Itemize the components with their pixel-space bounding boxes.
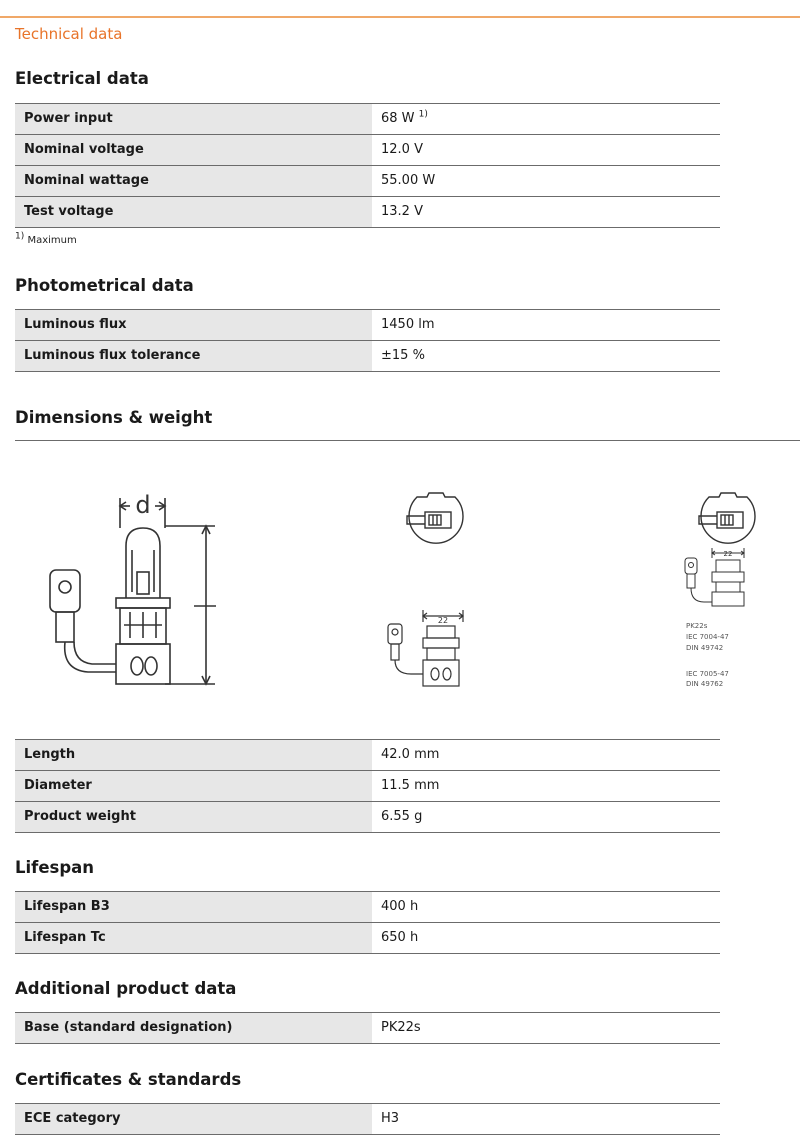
- electrical-data-table: [15, 103, 720, 228]
- footnote-mark: 1): [15, 231, 25, 242]
- spec-label: Test voltage: [15, 197, 372, 227]
- spec-label: Luminous flux: [15, 310, 372, 340]
- spec-value: 11.5 mm: [381, 778, 440, 793]
- table-row: [15, 740, 720, 771]
- table-row: [15, 341, 720, 372]
- page-title: Technical data: [15, 25, 123, 43]
- spec-value: 6.55 g: [381, 809, 423, 824]
- standard-text: DIN 49742: [686, 644, 724, 652]
- table-row: [15, 104, 720, 135]
- table-row: [15, 135, 720, 166]
- table-row: [15, 923, 720, 954]
- section-title-photometrical: Photometrical data: [15, 276, 194, 295]
- spec-value: 42.0 mm: [381, 747, 440, 762]
- base-top-view-drawing: [405, 490, 469, 550]
- spec-label: Length: [15, 740, 372, 770]
- section-title-electrical: Electrical data: [15, 69, 149, 88]
- spec-label: Luminous flux tolerance: [15, 341, 372, 371]
- diameter-symbol: d: [135, 491, 151, 519]
- table-row: [15, 892, 720, 923]
- base-standards-text: [684, 622, 764, 692]
- table-row: [15, 166, 720, 197]
- photometrical-data-table: [15, 309, 720, 372]
- base-top-view-drawing-small: [697, 490, 761, 550]
- standard-text: DIN 49762: [686, 680, 724, 688]
- standard-text: IEC 7004-47: [686, 633, 729, 641]
- spec-label: Product weight: [15, 802, 372, 832]
- spec-value: 1450 lm: [381, 317, 435, 332]
- spec-label: Power input: [15, 104, 372, 134]
- certificates-data-table: [15, 1103, 720, 1135]
- table-row: [15, 310, 720, 341]
- section-title-dimensions: Dimensions & weight: [15, 408, 213, 427]
- spec-value: 55.00 W: [381, 173, 436, 188]
- standard-text: PK22s: [686, 622, 708, 630]
- section-title-certificates: Certificates & standards: [15, 1070, 242, 1089]
- footnote: [15, 231, 77, 246]
- table-row: [15, 802, 720, 833]
- dimensions-data-table: [15, 739, 720, 833]
- table-row: [15, 1104, 720, 1135]
- section-title-additional: Additional product data: [15, 979, 237, 998]
- lifespan-data-table: [15, 891, 720, 954]
- spec-value: 12.0 V: [381, 142, 423, 157]
- standard-text: IEC 7005-47: [686, 670, 729, 678]
- base-side-view-drawing-small: [682, 546, 762, 612]
- power-input-value: 68 W: [381, 111, 415, 126]
- table-row: [15, 771, 720, 802]
- bulb-dimension-drawing: [40, 488, 230, 698]
- spec-value: 13.2 V: [381, 204, 423, 219]
- footnote-marker: 1): [418, 109, 428, 120]
- spec-label: Base (standard designation): [15, 1013, 372, 1043]
- spec-value: 650 h: [381, 930, 419, 945]
- spec-value: [372, 104, 720, 134]
- detail-dimension-label: 22: [437, 616, 449, 625]
- spec-label: Lifespan Tc: [15, 923, 372, 953]
- spec-value: PK22s: [381, 1020, 421, 1035]
- spec-label: ECE category: [15, 1104, 372, 1134]
- footnote-text: Maximum: [27, 235, 77, 246]
- table-row: [15, 197, 720, 228]
- side-dimension-label: 22: [723, 550, 733, 558]
- spec-label: Diameter: [15, 771, 372, 801]
- header-accent-rule: [0, 16, 800, 18]
- spec-label: Nominal wattage: [15, 166, 372, 196]
- spec-value: ±15 %: [381, 348, 425, 363]
- base-side-view-drawing: [383, 608, 473, 692]
- table-row: [15, 1013, 720, 1044]
- additional-data-table: [15, 1012, 720, 1044]
- section-title-lifespan: Lifespan: [15, 858, 95, 877]
- spec-label: Lifespan B3: [15, 892, 372, 922]
- spec-value: H3: [381, 1111, 400, 1126]
- spec-value: 400 h: [381, 899, 419, 914]
- section-divider: [15, 440, 800, 441]
- spec-label: Nominal voltage: [15, 135, 372, 165]
